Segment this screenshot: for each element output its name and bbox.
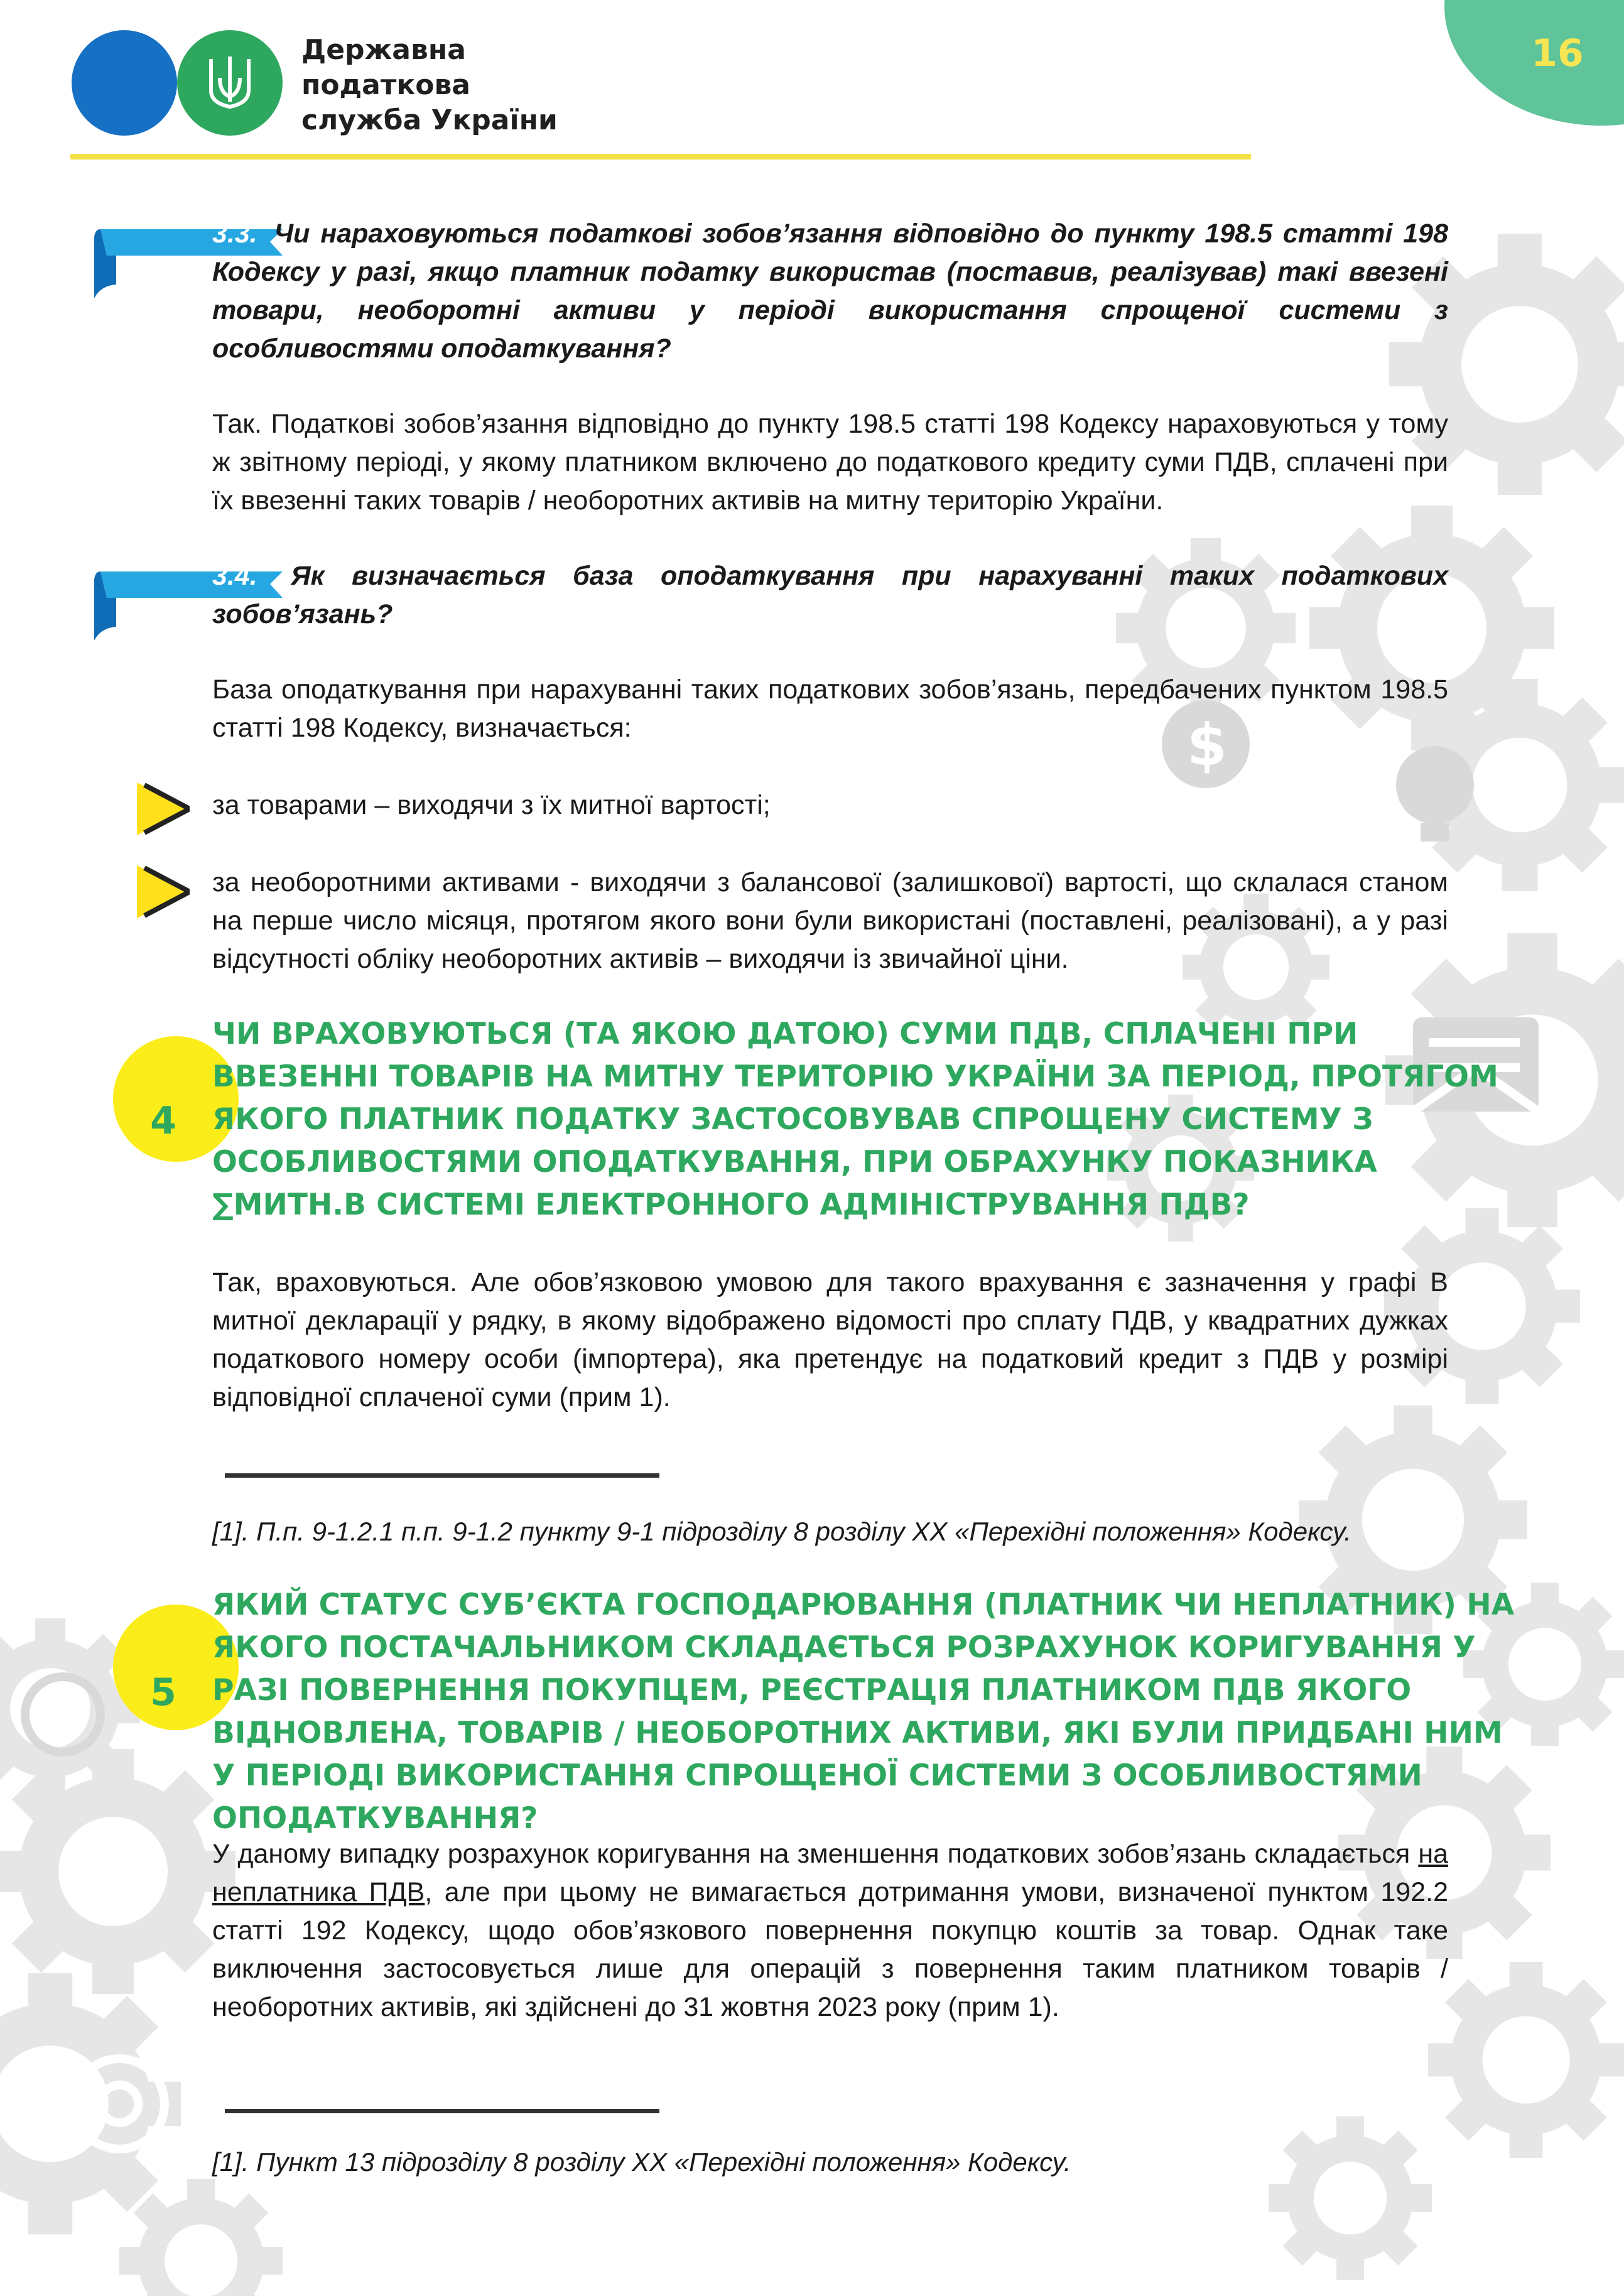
- footnote-divider: [225, 2109, 659, 2113]
- section-5-answer: [212, 1835, 1448, 2027]
- section-5-answer-underlined: на неплатника ПДВ: [212, 1839, 1448, 1907]
- footnote-divider: [225, 1473, 659, 1478]
- section-4-footnote: [1]. П.п. 9-1.2.1 п.п. 9-1.2 пункту 9-1 підрозділу 8 розділу ХХ «Перехідні положення» Кодексу.: [212, 1517, 1351, 1546]
- section-4-title: ЧИ ВРАХОВУЮТЬСЯ (ТА ЯКОЮ ДАТОЮ) СУМИ ПДВ, СПЛАЧЕНІ ПРИ ВВЕЗЕННІ ТОВАРІВ НА МИТНУ ТЕРИТОРІЮ УКРАЇНИ ЗА ПЕРІОД, ПРОТЯГОМ ЯКОГО ПЛАТНИК ПОДАТКУ ЗАСТОСОВУВАВ СПРОЩЕНУ СИСТЕМУ З ОСОБЛИВОСТЯМИ ОПОДАТКУВАННЯ, ПРИ ОБРАХУНКУ ПОКАЗНИКА ∑МИТН.В СИСТЕМІ ЕЛЕКТРОННОГО АДМІНІСТРУВАННЯ ПДВ?: [212, 1017, 1498, 1222]
- answer-3-3: Так. Податкові зобов’язання відповідно до пункту 198.5 статті 198 Кодексу нараховуються у тому ж звітному періоді, у якому платником включено до податкового кредиту суми ПДВ, сплачені при їх ввезенні таких товарів / необоротних активів на митну територію України.: [212, 409, 1448, 516]
- org-name-line3: служба України: [301, 104, 558, 136]
- section-5-title: ЯКИЙ СТАТУС СУБ’ЄКТА ГОСПОДАРЮВАННЯ (ПЛАТНИК ЧИ НЕПЛАТНИК) НА ЯКОГО ПОСТАЧАЛЬНИКОМ СКЛАДАЄТЬСЯ РОЗРАХУНОК КОРИГУВАННЯ У РАЗІ ПОВЕРНЕННЯ ПОКУПЦЕМ, РЕЄСТРАЦІЯ ПЛАТНИКОМ ПДВ ЯКОГО ВІДНОВЛЕНА, ТОВАРІВ / НЕОБОРОТНИХ АКТИВИ, ЯКІ БУЛИ ПРИДБАНІ НИМ У ПЕРІОДІ ВИКОРИСТАННЯ СПРОЩЕНОЇ СИСТЕМИ З ОСОБЛИВОСТЯМИ ОПОДАТКУВАННЯ?: [212, 1588, 1515, 1836]
- section-4-answer: Так, враховуються. Але обов’язковою умовою для такого врахування є зазначення у графі В митної декларації у рядку, в якому відображено відомості про сплату ПДВ, у квадратних дужках податкового номеру особи (імпортера), яка претендує на податковий кредит з ПДВ у розмірі відповідної сплаченої суми (прим 1).: [212, 1267, 1448, 1412]
- org-name-line1: Державна: [301, 34, 466, 66]
- section-5-footnote: [1]. Пункт 13 підрозділу 8 розділу ХХ «Перехідні положення» Кодексу.: [212, 2147, 1071, 2177]
- logo-blue-circle: [72, 30, 177, 136]
- trident-emblem-icon: [205, 53, 255, 113]
- question-number-3-4: 3.4.: [212, 561, 257, 591]
- bullet-item-2: за необоротними активами - виходячи з балансової (залишкової) вартості, що склалася станом на перше число місяця, протягом якого вони були використані (поставлені, реалізовані), а у разі відсутності обліку необоротних активів – виходячи із звичайної ціни.: [212, 867, 1448, 974]
- question-3-4: [212, 557, 1448, 634]
- section-5-answer-part1: У даному випадку розрахунок коригування на зменшення податкових зобов’язань складається: [212, 1839, 1419, 1869]
- question-3-3: [212, 215, 1448, 368]
- section-5-answer-part2: , але при цьому не вимагається дотримання умови, визначеної пунктом 192.2 статті 192 Кодексу, щодо обов’язкового повернення покупцю коштів за товар. Однак таке виключення застосовується лише для операцій з повернення таким платником товарів / необоротних активів, які здійснені до 31 жовтня 2023 року (прим 1).: [212, 1877, 1448, 2022]
- bullet-arrow-icon: [137, 865, 190, 918]
- bullet-item-1: за товарами – виходячи з їх митної вартості;: [212, 790, 771, 820]
- organization-name: [301, 33, 558, 138]
- header-yellow-rule: [70, 154, 1251, 160]
- org-name-line2: податкова: [301, 69, 470, 101]
- answer-3-4: База оподаткування при нарахуванні таких податкових зобов’язань, передбачених пунктом 198.5 статті 198 Кодексу, визначається:: [212, 674, 1448, 743]
- question-3-3-text: Чи нараховуються податкові зобов’язання відповідно до пункту 198.5 статті 198 Кодексу у разі, якщо платник податку використав (поставив, реалізував) такі ввезені товари, необоротні активи у періоді використання спрощеної системи з особливостями оподаткування?: [212, 219, 1448, 364]
- page-number: 16: [1531, 31, 1584, 75]
- svg-text:$: $: [1187, 712, 1228, 779]
- section-5-number: 5: [150, 1671, 176, 1714]
- bullet-arrow-icon: [137, 782, 190, 835]
- section-4-number: 4: [150, 1099, 176, 1143]
- question-number-3-3: 3.3.: [212, 219, 257, 249]
- question-3-4-text: Як визначається база оподаткування при нарахуванні таких податкових зобов’язань?: [212, 561, 1448, 629]
